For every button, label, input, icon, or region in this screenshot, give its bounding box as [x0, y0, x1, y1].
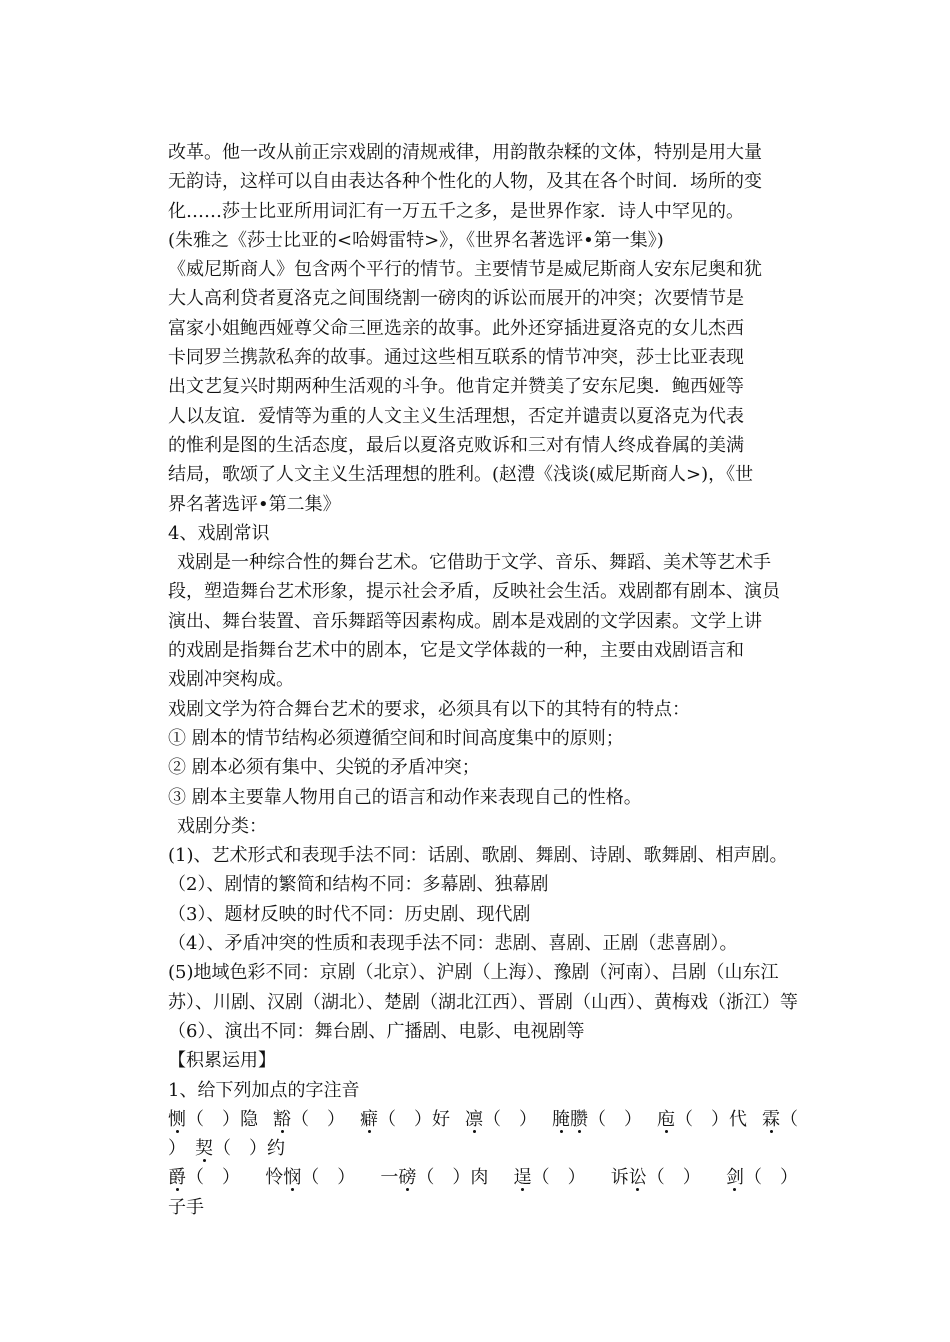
vocab-item: 逞（ ）: [513, 1167, 586, 1189]
list-item: ② 剧本必须有集中、尖锐的矛盾冲突；: [168, 757, 480, 779]
text-line: 卡同罗兰携款私奔的故事。通过这些相互联系的情节冲突，莎士比亚表现: [168, 347, 744, 369]
emphasis-dot-char: 爵: [168, 1167, 186, 1189]
emphasis-dot-char: 磅: [398, 1167, 417, 1189]
text-line: 改革。他一改从前正宗戏剧的清规戒律，用韵散杂糅的文体，特别是用大量: [168, 142, 762, 163]
list-item: ③ 剧本主要靠人物用自己的语言和动作来表现自己的性格。: [168, 786, 642, 808]
emphasis-dot-char: 癖: [360, 1108, 378, 1130]
vocab-item: 庖（ ）代: [657, 1108, 747, 1130]
paragraph-zhu-quote: [168, 138, 798, 255]
emphasis-dot-char: 庖: [657, 1108, 675, 1130]
vocab-item: 诉讼（ ）: [610, 1167, 701, 1189]
list-item: (5)地域色彩不同：京剧（北京）、沪剧（上海）、豫剧（河南）、吕剧（山东江: [168, 962, 779, 984]
vocab-item: 凛（ ）: [465, 1108, 537, 1130]
text-line: 界名著选评•第二集》: [168, 493, 341, 515]
text-line: 人以友谊．爱情等为重的人文主义生活理想，否定并谴责以夏洛克为代表: [168, 405, 744, 427]
paragraph-drama-basics: [168, 548, 798, 694]
text-line: 戏剧冲突构成。: [168, 669, 294, 691]
list-item: （6）、演出不同：舞台剧、广播剧、电影、电视剧等: [168, 1020, 585, 1042]
text-line: 演出、舞台装置、音乐舞蹈等因素构成。剧本是戏剧的文学因素。文学上讲: [168, 610, 762, 632]
vocab-item: 剑（ ）: [725, 1167, 798, 1189]
classification-heading: 戏剧分类：: [177, 815, 267, 837]
vocab-item: 怜悯（ ）: [265, 1167, 356, 1189]
citation-line: (朱雅之《莎士比亚的<哈姆雷特>》，《世界名著选评•第一集》): [168, 229, 664, 251]
question-title: 1、给下列加点的字注音: [168, 1079, 360, 1101]
emphasis-dot-char: 臜: [570, 1108, 588, 1130]
text-line: 结局，歌颂了人文主义生活理想的胜利。(赵澧《浅谈(威尼斯商人>)，《世: [168, 464, 754, 486]
text-line: 《威尼斯商人》包含两个平行的情节。主要情节是威尼斯商人安东尼奥和犹: [168, 259, 762, 281]
features-list: [168, 724, 798, 812]
vocab-item: 腌臜（ ）: [552, 1108, 642, 1130]
vocab-item: 恻（ ）隐: [168, 1108, 258, 1130]
list-item: （3）、题材反映的时代不同：历史剧、现代剧: [168, 903, 531, 925]
text-line: 富家小姐鲍西娅尊父命三匣选亲的故事。此外还穿插进夏洛克的女儿杰西: [168, 317, 744, 339]
document-page: [168, 138, 798, 1222]
list-item: (1)、艺术形式和表现手法不同：话剧、歌剧、舞剧、诗剧、歌舞剧、相声剧。: [168, 845, 788, 867]
list-item: 苏）、川剧、汉剧（湖北）、楚剧（湖北江西）、晋剧（山西）、黄梅戏（浙江）等: [168, 991, 798, 1013]
emphasis-dot-char: 剑: [725, 1167, 744, 1189]
vocab-item: 癖（ ）好: [360, 1108, 450, 1130]
text-line: 无韵诗，这样可以自由表达各种个性化的人物，及其在各个时间．场所的变: [168, 171, 762, 193]
emphasis-dot-char: 悯: [283, 1167, 302, 1189]
emphasis-dot-char: 霖: [762, 1108, 780, 1130]
classification-list: [168, 841, 798, 1046]
emphasis-dot-char: 逞: [513, 1167, 532, 1189]
list-item: （4）、矛盾冲突的性质和表现手法不同：悲剧、喜剧、正剧（悲喜剧）。: [168, 933, 738, 955]
emphasis-dot-char: 恻: [168, 1108, 186, 1130]
section-heading: 4、戏剧常识: [168, 522, 270, 544]
vocab-item: 一磅（ ）肉: [380, 1167, 489, 1189]
accumulation-heading: 【积累运用】: [168, 1050, 276, 1072]
text-line: 段，塑造舞台艺术形象，提示社会矛盾，反映社会生活。戏剧都有剧本、演员: [168, 581, 780, 603]
list-item: ① 剧本的情节结构必须遵循空间和时间高度集中的原则；: [168, 727, 624, 749]
text-line: 出文艺复兴时期两种生活观的斗争。他肯定并赞美了安东尼奥．鲍西娅等: [168, 376, 744, 398]
text-line: 大人高利贷者夏洛克之间围绕割一磅肉的诉讼而展开的冲突；次要情节是: [168, 288, 744, 310]
vocab-row-continued: 子手: [168, 1196, 204, 1218]
emphasis-dot-char: 豁: [273, 1108, 291, 1130]
list-item: （2）、剧情的繁简和结构不同：多幕剧、独幕剧: [168, 874, 549, 896]
vocab-row: [168, 1105, 798, 1134]
emphasis-dot-char: 契: [195, 1138, 213, 1160]
text-line: 化……莎士比亚所用词汇有一万五千之多，是世界作家．诗人中罕见的。: [168, 200, 744, 222]
emphasis-dot-char: 腌: [552, 1108, 570, 1130]
vocab-item: 豁（ ）: [273, 1108, 345, 1130]
text-line: 的戏剧是指舞台艺术中的剧本，它是文学体裁的一种，主要由戏剧语言和: [168, 640, 744, 662]
vocab-row-continued: ） 契（ ）约: [168, 1138, 285, 1160]
emphasis-dot-char: 讼: [628, 1167, 647, 1189]
vocab-row: [168, 1163, 798, 1192]
text-line: 戏剧是一种综合性的舞台艺术。它借助于文学、音乐、舞蹈、美术等艺术手: [177, 552, 771, 574]
text-line: 的惟利是图的生活态度，最后以夏洛克败诉和三对有情人终成眷属的美满: [168, 434, 744, 456]
features-intro: 戏剧文学为符合舞台艺术的要求，必须具有以下的其特有的特点：: [168, 698, 690, 720]
vocab-item: 霖（: [762, 1108, 798, 1130]
emphasis-dot-char: 凛: [465, 1108, 483, 1130]
vocab-item: 爵（ ）: [168, 1167, 240, 1189]
paragraph-merchant-of-venice: [168, 255, 798, 519]
